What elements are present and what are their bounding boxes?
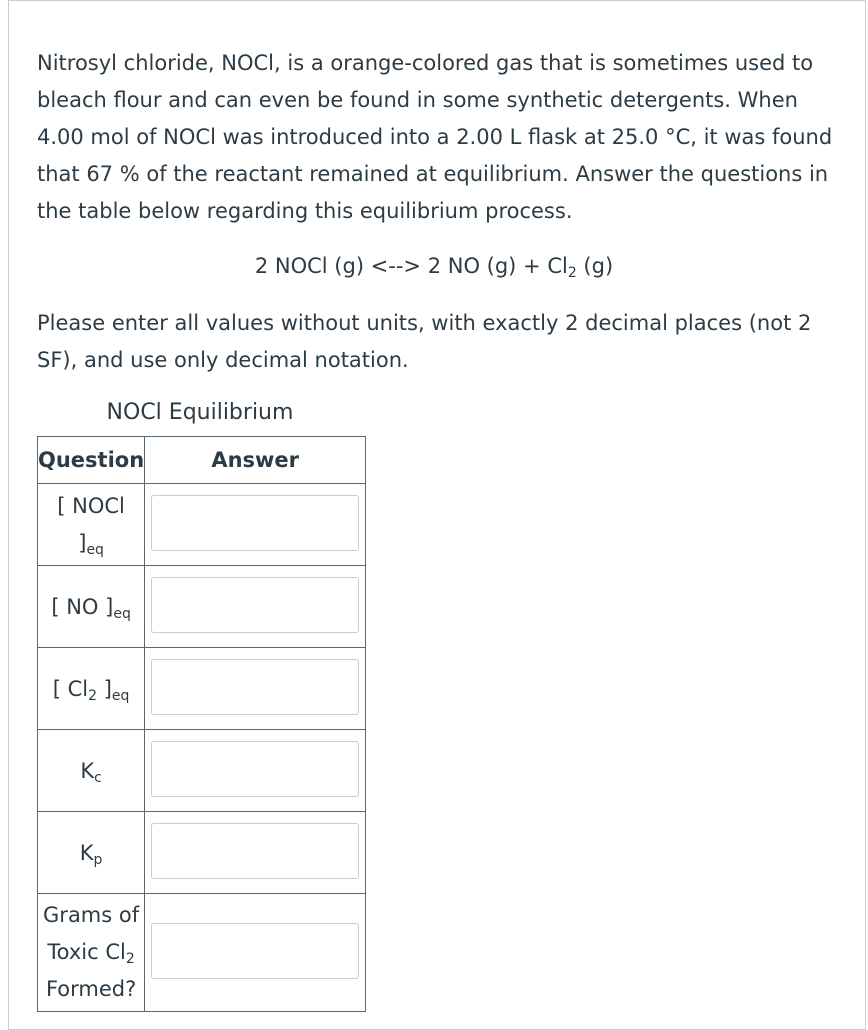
answer-input-cl2[interactable]: [151, 659, 359, 715]
question-header: Question: [38, 437, 145, 484]
table-caption: NOCl Equilibrium: [106, 400, 294, 425]
question-grams-cl2: Grams of Toxic $Cl_2$ Formed?: [38, 894, 145, 1012]
question-cl2-eq: [ $Cl_2$ ]$_{eq}$: [38, 648, 145, 730]
table-header-row: [38, 437, 366, 484]
answer-input-kc[interactable]: [151, 741, 359, 797]
answer-input-kp[interactable]: [151, 823, 359, 879]
question-nocl-eq: [ NOCl ]$_{eq}$: [38, 484, 145, 566]
problem-intro: Nitrosyl chloride, NOCl, is a orange-colored gas that is sometimes used to bleach flour and can even be found in some synthetic detergents. When 4.00 mol of NOCl was introduced into a 2.00 L flask at 25.0 °C, it was found that 67 % of the reactant remained at equilibrium. Answer the questions in the table below regarding this equilibrium process.: [37, 51, 833, 223]
instructions: Please enter all values without units, with exactly 2 decimal places (not 2 SF), and use only decimal notation.: [37, 311, 812, 372]
answer-input-nocl[interactable]: [151, 495, 359, 551]
equilibrium-table: [37, 436, 366, 1012]
question-kp: $K_p$: [38, 812, 145, 894]
answer-header: Answer: [145, 437, 366, 484]
reaction-equation: 2 NOCl (g) <--> 2 NO $(g) + Cl_2$ (g): [254, 254, 614, 281]
answer-input-no[interactable]: [151, 577, 359, 633]
table-row: [38, 894, 366, 1012]
question-kc: $K_c$: [38, 730, 145, 812]
table-row: [38, 566, 366, 648]
question-no-eq: [ NO ]$_{eq}$: [38, 566, 145, 648]
table-row: [38, 484, 366, 566]
table-row: [38, 648, 366, 730]
table-row: [38, 730, 366, 812]
table-row: [38, 812, 366, 894]
answer-input-grams[interactable]: [151, 923, 359, 979]
